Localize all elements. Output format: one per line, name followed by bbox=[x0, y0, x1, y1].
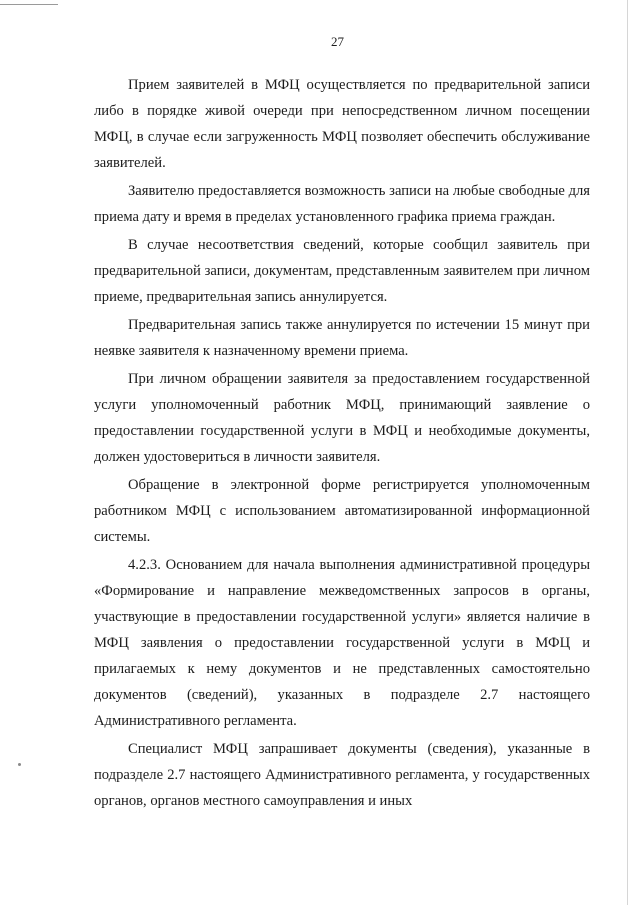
paragraph-identity-check: При личном обращении заявителя за предоставлением государственной услуги уполномоченный работник МФЦ, принимающий заявление о предоставлении государственной услуги в МФЦ и необходимые документы, должен удостовериться в личности заявителя. bbox=[94, 371, 590, 465]
paragraph-booking-no-show: Предварительная запись также аннулируется по истечении 15 минут при неявке заявителя к назначенному времени приема. bbox=[94, 317, 590, 359]
paragraph-specialist-requests: Специалист МФЦ запрашивает документы (сведения), указанные в подразделе 2.7 настоящего Административного регламента, у государственных органов, органов местного самоуправления и иных bbox=[94, 741, 590, 809]
page-number: 27 bbox=[331, 34, 344, 49]
document-body bbox=[94, 72, 590, 814]
paragraph-electronic-request: Обращение в электронной форме регистрируется уполномоченным работником МФЦ с использованием автоматизированной информационной системы. bbox=[94, 477, 590, 545]
paragraph-booking-options: Заявителю предоставляется возможность записи на любые свободные для приема дату и время в пределах установленного графика приема граждан. bbox=[94, 183, 590, 225]
scan-edge-line bbox=[627, 0, 628, 905]
paragraph-booking-mismatch: В случае несоответствия сведений, которые сообщил заявитель при предварительной записи, документам, представленным заявителем при личном приеме, предварительная запись аннулируется. bbox=[94, 237, 590, 305]
paragraph-section-4-2-3: 4.2.3. Основанием для начала выполнения административной процедуры «Формирование и направление межведомственных запросов в органы, участвующие в предоставлении государственной услуги» является наличие в МФЦ заявления о предоставлении государственной услуги в МФЦ и прилагаемых к нему документов и не представленных самостоятельно документов (сведений), указанных в подразделе 2.7 настоящего Административного регламента. bbox=[94, 557, 590, 729]
scan-edge-mark bbox=[0, 4, 58, 5]
scan-speck bbox=[18, 763, 21, 766]
paragraph-appointment-reception: Прием заявителей в МФЦ осуществляется по предварительной записи либо в порядке живой очереди при непосредственном личном посещении МФЦ, в случае если загруженность МФЦ позволяет обеспечить обслуживание заявителей. bbox=[94, 77, 590, 171]
